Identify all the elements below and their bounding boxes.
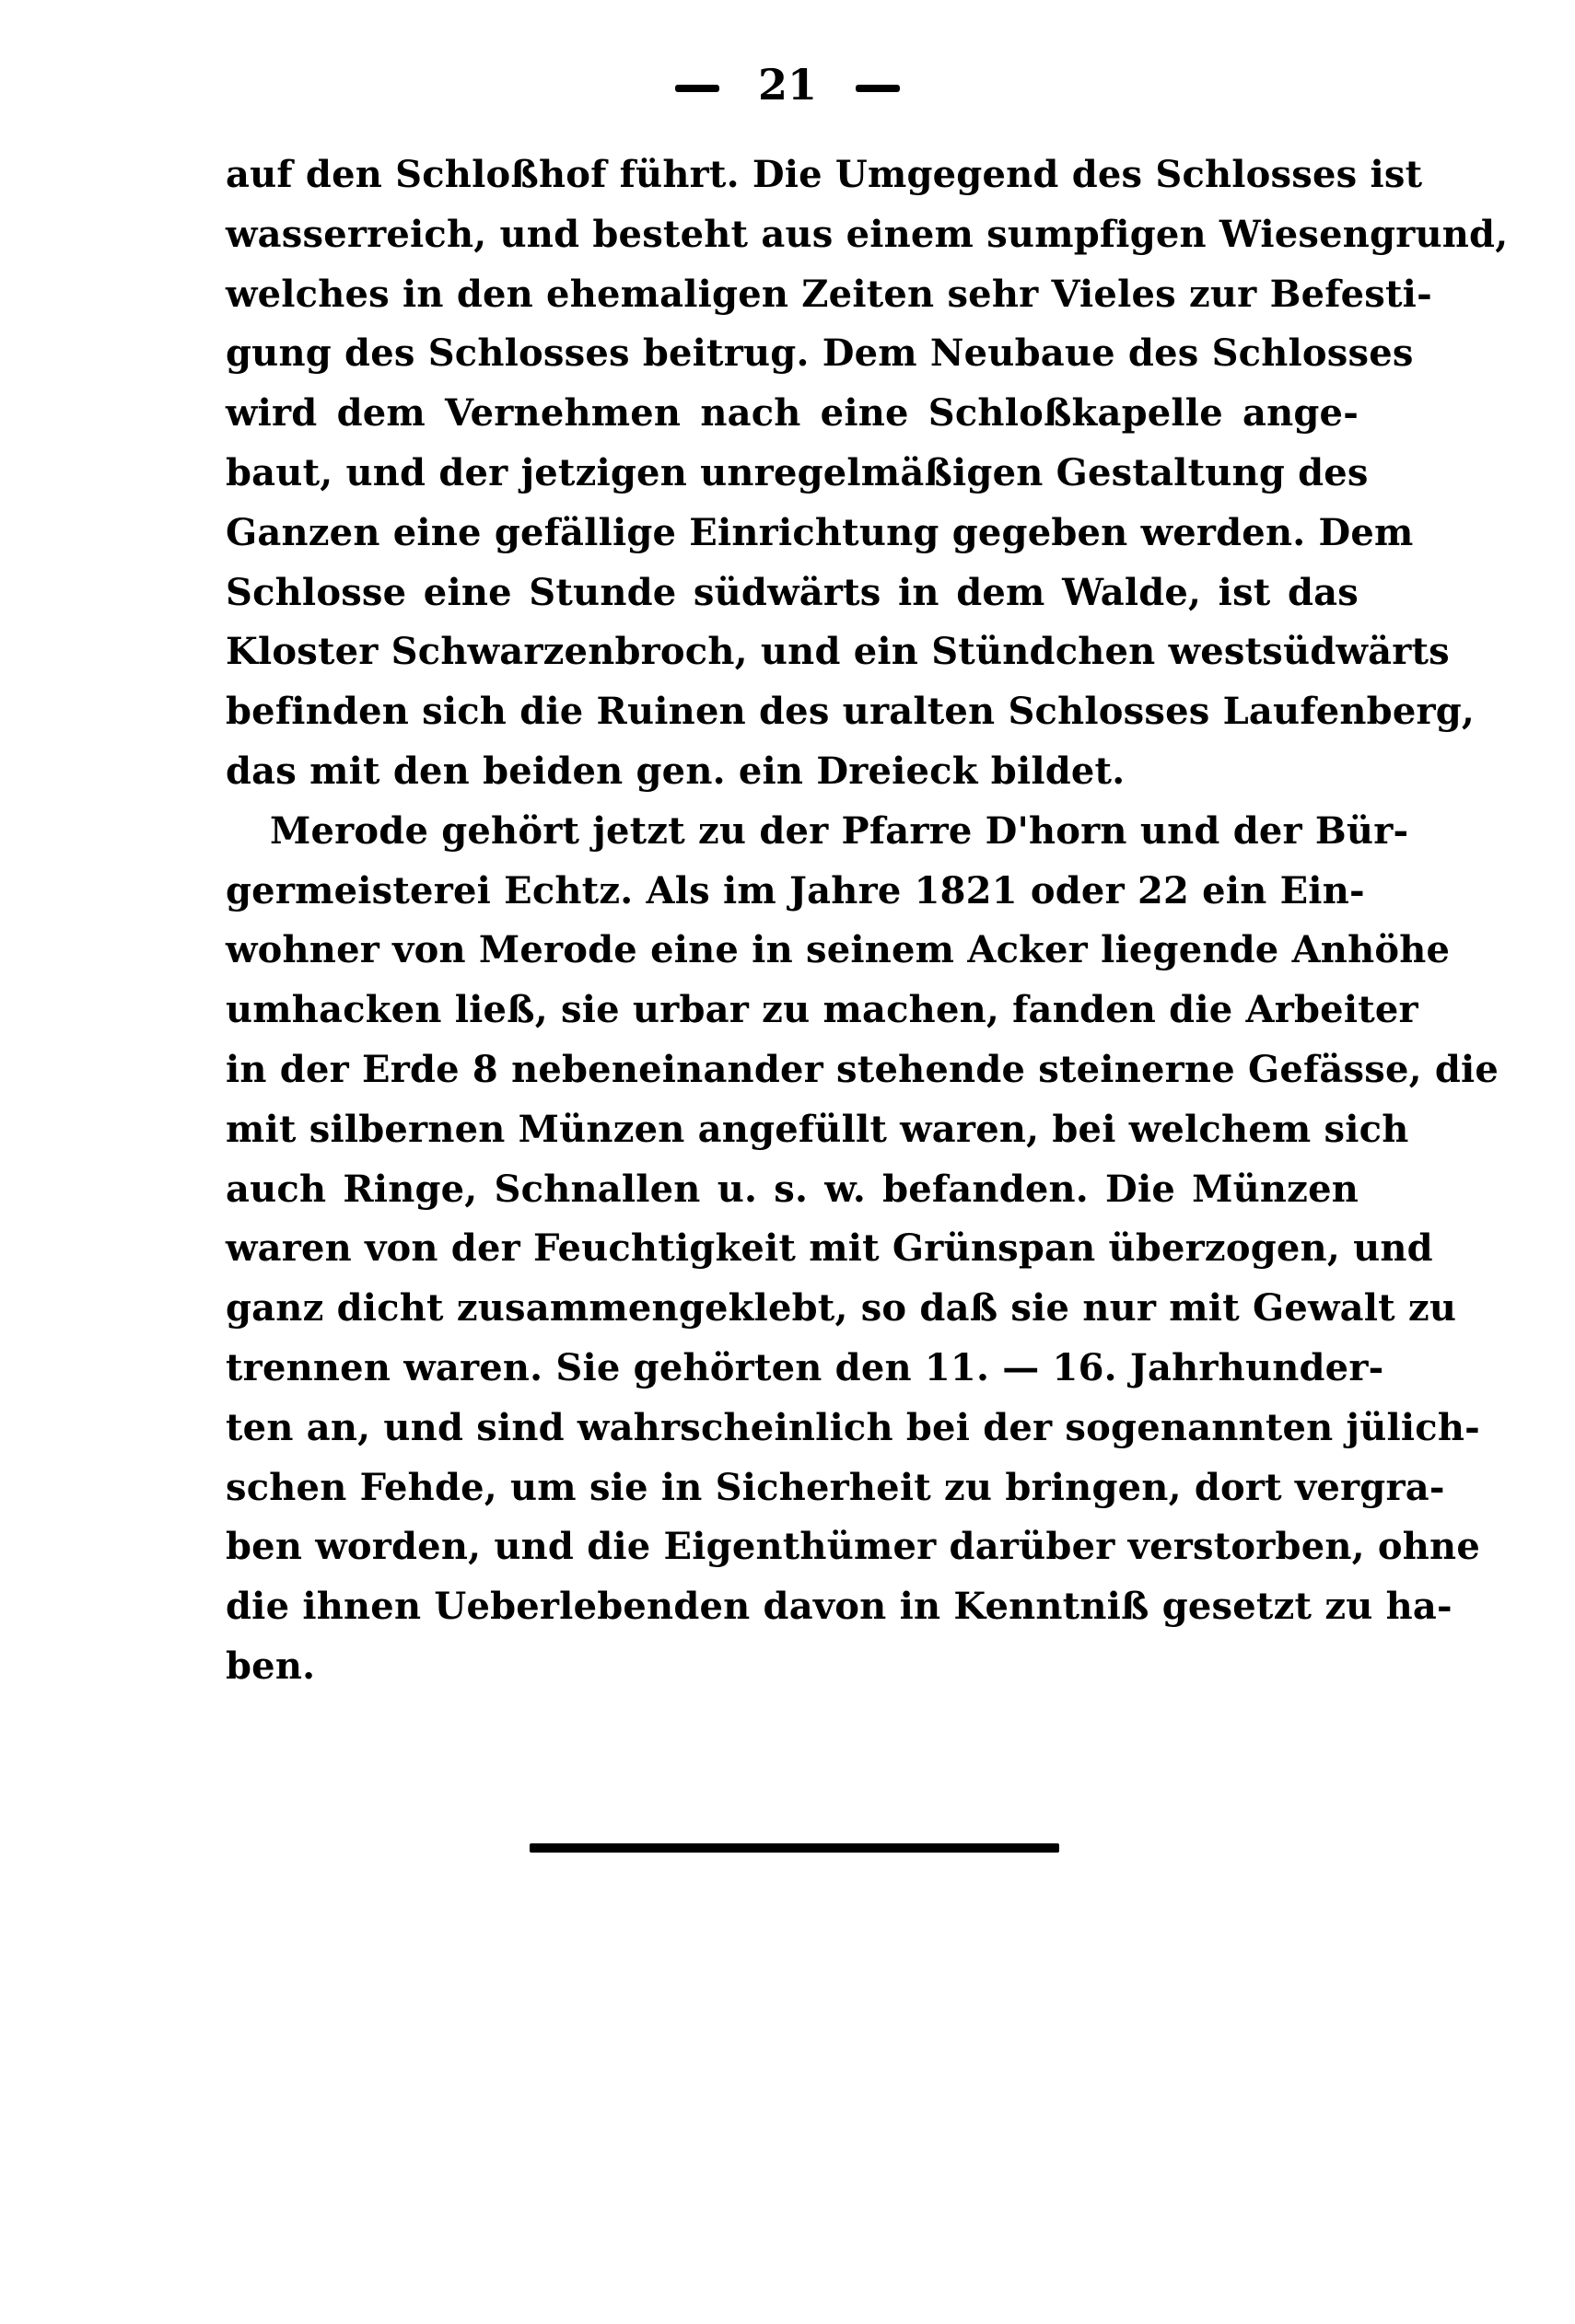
left-dash-ornament: [675, 85, 719, 92]
page-number: 21: [757, 60, 817, 110]
text-line: waren von der Feuchtigkeit mit Grünspan überzogen, und: [226, 1226, 1433, 1271]
text-line: Ganzen eine gefällige Einrichtung gegeben werden. Dem: [226, 510, 1414, 554]
text-line: Kloster Schwarzenbroch, und ein Stündchen westsüdwärts: [226, 630, 1450, 674]
paragraph-end-line: das mit den beiden gen. ein Dreieck bildet.: [226, 749, 1126, 793]
text-line: schen Fehde, um sie in Sicherheit zu bringen, dort vergra-: [226, 1465, 1445, 1509]
paragraph-end-line: ben.: [226, 1644, 316, 1688]
text-line: baut, und der jetzigen unregelmäßigen Gestaltung des: [226, 450, 1369, 494]
text-line: ganz dicht zusammengeklebt, so daß sie nur mit Gewalt zu: [226, 1286, 1457, 1330]
body-text: [226, 145, 1509, 1697]
right-dash-ornament: [856, 85, 900, 92]
text-line: germeisterei Echtz. Als im Jahre 1821 oder 22 ein Ein-: [226, 868, 1365, 912]
text-line: wird dem Vernehmen nach eine Schloßkapelle ange-: [226, 391, 1359, 436]
text-line: trennen waren. Sie gehörten den 11. — 16. Jahrhunder-: [226, 1345, 1384, 1389]
text-line: ben worden, und die Eigenthümer darüber verstorben, ohne: [226, 1525, 1480, 1569]
text-line: mit silbernen Münzen angefüllt waren, bei welchem sich: [226, 1107, 1409, 1151]
text-line: wohner von Merode eine in seinem Acker liegende Anhöhe: [226, 928, 1451, 972]
text-line: befinden sich die Ruinen des uralten Schlosses Laufenberg,: [226, 690, 1476, 734]
paragraph-start-line: Merode gehört jetzt zu der Pfarre D'horn und der Bür-: [270, 808, 1409, 853]
text-line: umhacken ließ, sie urbar zu machen, fanden die Arbeiter: [226, 988, 1418, 1032]
text-line: wasserreich, und besteht aus einem sumpfigen Wiesengrund,: [226, 212, 1509, 256]
text-line: welches in den ehemaligen Zeiten sehr Vieles zur Befesti-: [226, 272, 1432, 316]
text-line: gung des Schlosses beitrug. Dem Neubaue des Schlosses: [226, 331, 1414, 376]
section-divider-rule: [530, 1843, 1059, 1853]
text-line: auch Ringe, Schnallen u. s. w. befanden. Die Münzen: [226, 1167, 1359, 1211]
page-number-header: [0, 57, 1575, 112]
text-line: auf den Schloßhof führt. Die Umgegend des Schlosses ist: [226, 153, 1423, 196]
text-line: die ihnen Ueberlebenden davon in Kenntniß gesetzt zu ha-: [226, 1585, 1452, 1629]
text-line: Schlosse eine Stunde südwärts in dem Walde, ist das: [226, 570, 1359, 614]
text-line: ten an, und sind wahrscheinlich bei der sogenannten jülich-: [226, 1405, 1480, 1449]
text-line: in der Erde 8 nebeneinander stehende steinerne Gefässe, die: [226, 1047, 1499, 1091]
